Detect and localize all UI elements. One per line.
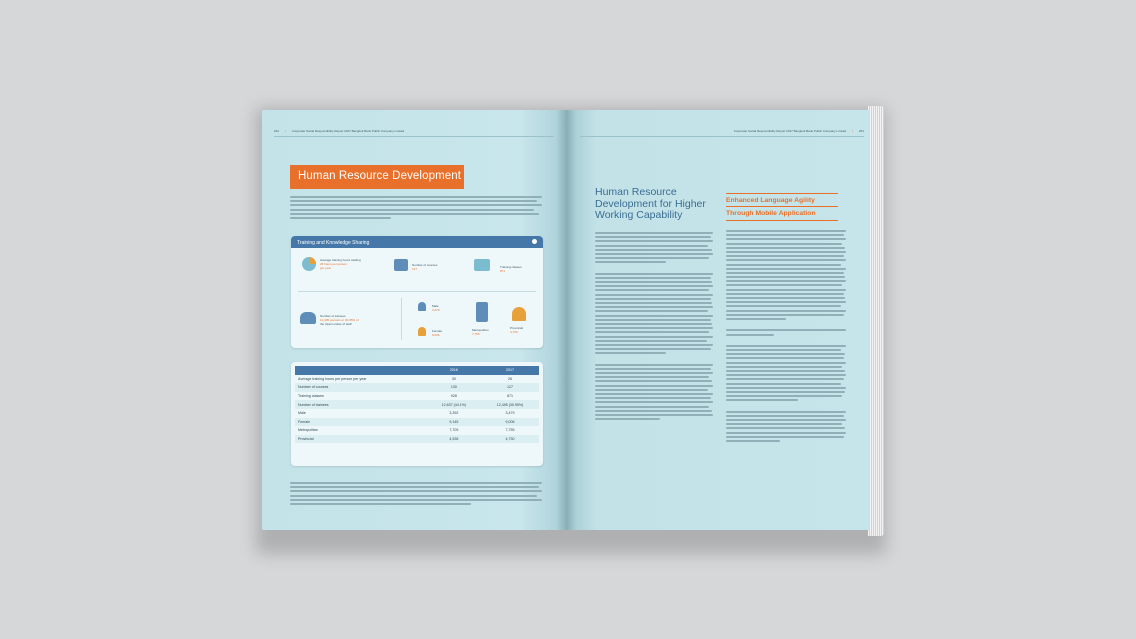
left-header-rule [274, 136, 554, 137]
male-stat [432, 304, 460, 312]
table-cell: 4,730 [481, 435, 539, 444]
male-icon [418, 302, 426, 311]
book-spine [556, 110, 576, 530]
side-heading-line1: Enhanced Language Agility [726, 197, 815, 204]
table-header-row [295, 366, 539, 375]
table-cell: 9,006 [481, 418, 539, 427]
table-cell: Provincial [295, 435, 427, 444]
house-icon [512, 307, 526, 321]
table-cell: 12,637 (44.1%) [427, 400, 481, 409]
courses-value: 127 [412, 267, 418, 271]
male-value: 3,479 [432, 308, 440, 312]
courses-label: Number of courses [412, 263, 438, 267]
table-cell: 928 [450, 394, 457, 399]
metro-value: 7,755 [472, 332, 480, 336]
right-header-rule [580, 136, 864, 137]
courses-stat [412, 263, 452, 271]
avg-hours-label: Average training hours totaling [320, 258, 361, 262]
avg-hours-stat [320, 258, 368, 270]
table-cell: Number of courses [295, 383, 427, 392]
table-cell: Metropolitan [298, 428, 318, 433]
side-heading-rule-mid [726, 206, 838, 207]
book-icon [394, 259, 408, 271]
left-header [274, 129, 554, 133]
left-header-title: Corporate Social Responsibility Report 2017 Bangkok Bank Public Company Limited [291, 129, 405, 133]
table-header-cell: 2017 [481, 366, 539, 375]
table-cell: Number of trainees [295, 400, 427, 409]
table-row [295, 375, 539, 384]
classes-stat [500, 265, 540, 273]
table-cell: 9,145 [427, 418, 481, 427]
table-cell: 12,495 (30.95%) [481, 400, 539, 409]
table-row [295, 400, 539, 409]
table-cell: Average training hours per person per year [298, 376, 367, 381]
people-icon [300, 312, 316, 324]
metro-label: Metropolitan [472, 328, 489, 332]
intro-paragraph [290, 196, 542, 219]
graduation-cap-icon [474, 259, 490, 271]
right-column-2-text [726, 230, 846, 442]
table-cell: 7,709 [449, 428, 459, 433]
provincial-stat [510, 326, 540, 334]
table-cell: 3,479 [505, 411, 515, 416]
provincial-value: 4,730 [510, 330, 518, 334]
header-divider: | [285, 129, 286, 133]
table-cell: 3,392 [449, 411, 459, 416]
avg-hours-note: per year [320, 266, 332, 270]
table-cell: 130 [427, 383, 481, 392]
table-cell: 7,755 [505, 428, 515, 433]
table-row [295, 392, 539, 401]
table-cell: 4,928 [427, 435, 481, 444]
table-cell: 26 [508, 376, 513, 381]
table-row [295, 383, 539, 392]
avg-hours-value: 26 hours per person [320, 262, 347, 266]
table-row [295, 435, 539, 444]
trainees-stat [320, 314, 382, 326]
provincial-label: Provincial [510, 326, 524, 330]
side-heading-rule-top [726, 193, 838, 194]
training-table-card [291, 362, 543, 466]
female-label: Female [432, 329, 443, 333]
header-divider: | [852, 129, 853, 133]
table-header-cell: 2016 [427, 366, 481, 375]
metro-stat [472, 328, 506, 336]
table-cell: 871 [507, 394, 514, 399]
table-row [295, 426, 539, 435]
table-row [295, 418, 539, 427]
table-row [295, 409, 539, 418]
side-heading-line2: Through Mobile Application [726, 210, 816, 217]
training-table [295, 366, 539, 443]
dot-icon [532, 239, 537, 244]
male-label: Male [432, 304, 439, 308]
table-cell: Male [298, 411, 306, 416]
female-stat [432, 329, 460, 337]
card-vertical-divider [401, 298, 402, 340]
side-heading [726, 196, 846, 218]
training-card-title: Training and Knowledge Sharing [297, 239, 370, 246]
bottom-paragraph [290, 482, 542, 505]
female-icon [418, 327, 426, 336]
table-cell: Training classes [298, 394, 324, 399]
left-page-number: 242 [274, 129, 280, 133]
training-card-header [291, 236, 543, 248]
trainees-label: Number of trainees [320, 314, 346, 318]
table-cell: Female [295, 418, 427, 427]
right-header [700, 129, 864, 133]
classes-label: Training classes [500, 265, 522, 269]
trainees-value: 12,495 persons or 30.95% of [320, 318, 359, 322]
card-divider [298, 291, 536, 292]
right-page-number: 251 [858, 129, 864, 133]
table-cell: 30 [451, 376, 456, 381]
trainees-note: the total number of staff [320, 322, 352, 326]
side-heading-rule-bottom [726, 220, 838, 221]
page-edges [868, 106, 884, 536]
right-page-title: Human Resource Development for Higher Working Capability [595, 186, 706, 221]
classes-value: 871 [500, 269, 506, 273]
table-cell: 127 [481, 383, 539, 392]
right-header-title: Corporate Social Responsibility Report 2017 Bangkok Bank Public Company Limited [733, 129, 847, 133]
building-icon [476, 302, 488, 322]
female-value: 9,006 [432, 333, 440, 337]
section-banner: Human Resource Development [290, 165, 464, 189]
right-column-1-text [595, 232, 713, 420]
table-header-cell [295, 366, 427, 375]
